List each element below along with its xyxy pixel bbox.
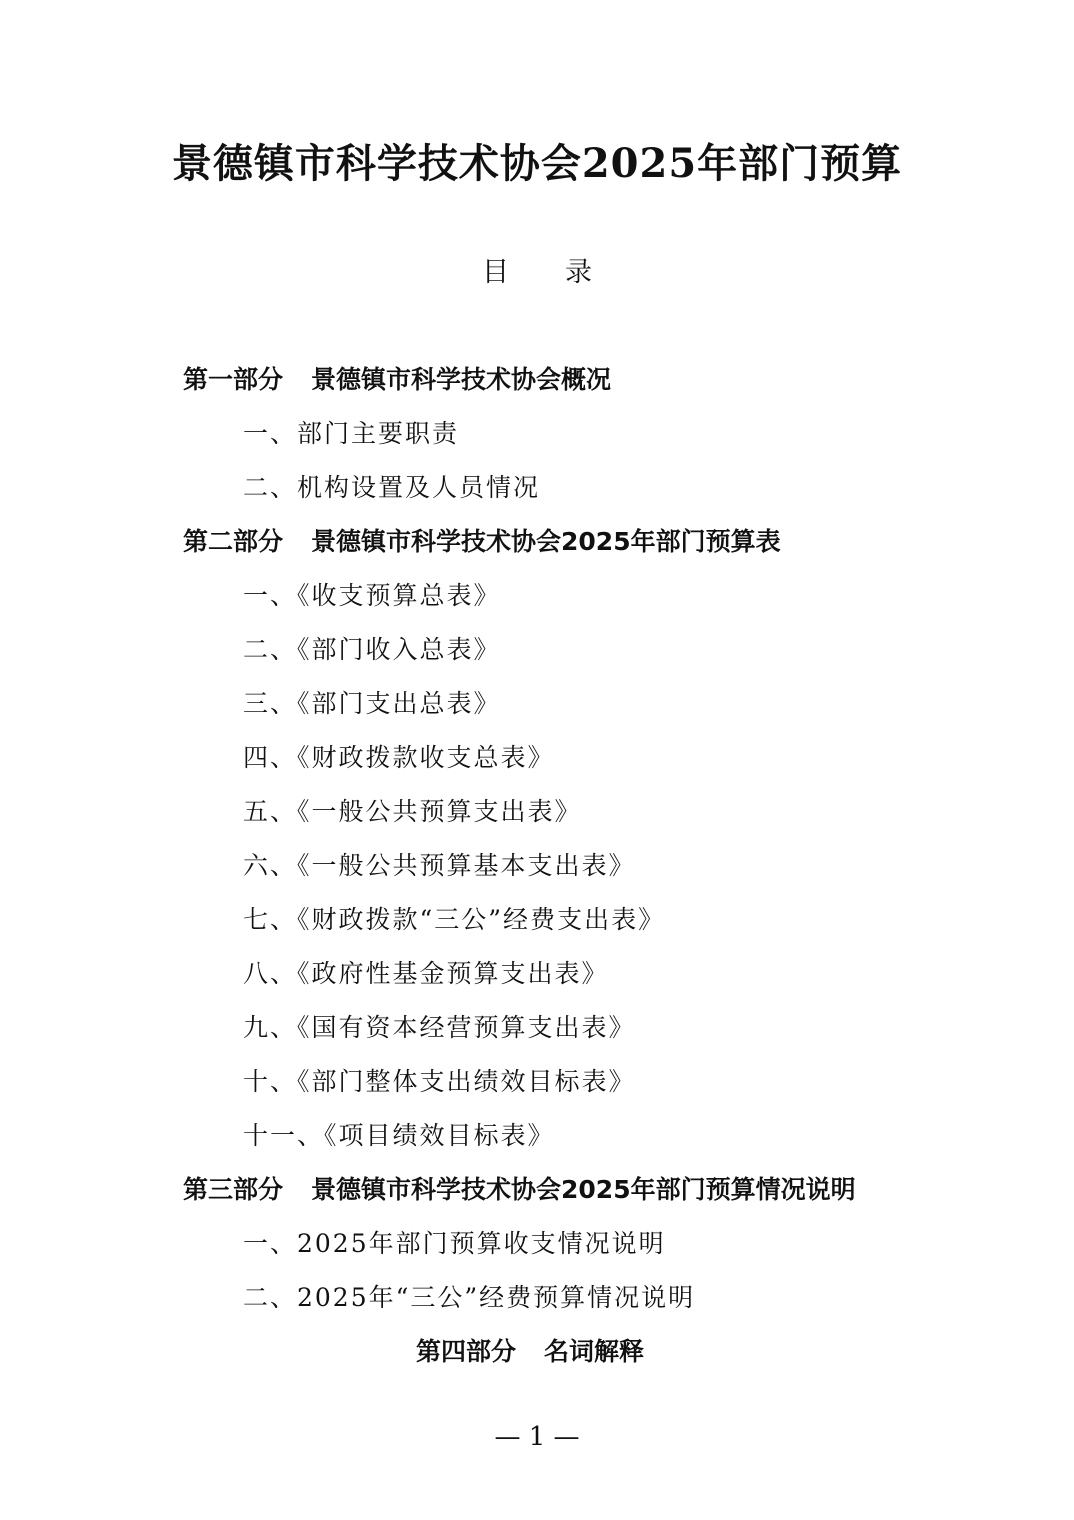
table-of-contents	[0, 353, 1074, 1379]
toc-item: 二、机构设置及人员情况	[243, 473, 541, 502]
part-title: 名词解释	[544, 1337, 645, 1366]
part-title: 景德镇市科学技术协会2025年部门预算情况说明	[311, 1175, 856, 1204]
toc-item: 八、《政府性基金预算支出表》	[243, 959, 609, 988]
part-label: 第四部分	[415, 1337, 516, 1366]
toc-part-heading	[0, 1163, 1074, 1217]
toc-item: 七、《财政拨款“三公”经费支出表》	[243, 905, 666, 934]
toc-item: 四、《财政拨款收支总表》	[243, 743, 555, 772]
toc-part-heading	[0, 515, 1074, 569]
part-label: 第二部分	[183, 527, 284, 556]
toc-heading	[0, 250, 1074, 289]
part-label: 第三部分	[183, 1175, 284, 1204]
toc-item: 一、部门主要职责	[243, 419, 460, 448]
toc-part-heading	[0, 1325, 1074, 1379]
toc-item: 三、《部门支出总表》	[243, 689, 501, 718]
toc-heading-char: 目	[482, 257, 509, 288]
toc-item: 五、《一般公共预算支出表》	[243, 797, 582, 826]
toc-heading-char: 录	[565, 257, 592, 288]
toc-item: 十一、《项目绩效目标表》	[243, 1121, 555, 1150]
part-title: 景德镇市科学技术协会2025年部门预算表	[311, 527, 781, 556]
toc-item: 一、2025年部门预算收支情况说明	[243, 1229, 666, 1258]
toc-part-heading	[0, 353, 1074, 407]
toc-item: 二、2025年“三公”经费预算情况说明	[243, 1283, 696, 1312]
toc-item: 十、《部门整体支出绩效目标表》	[243, 1067, 636, 1096]
page-number: — 1 —	[494, 1422, 580, 1452]
toc-item: 一、《收支预算总表》	[243, 581, 501, 610]
toc-item: 六、《一般公共预算基本支出表》	[243, 851, 636, 880]
part-title: 景德镇市科学技术协会概况	[311, 365, 612, 394]
document-title: 景德镇市科学技术协会2025年部门预算	[171, 140, 903, 187]
toc-item: 九、《国有资本经营预算支出表》	[243, 1013, 636, 1042]
toc-item: 二、《部门收入总表》	[243, 635, 501, 664]
part-label: 第一部分	[183, 365, 284, 394]
